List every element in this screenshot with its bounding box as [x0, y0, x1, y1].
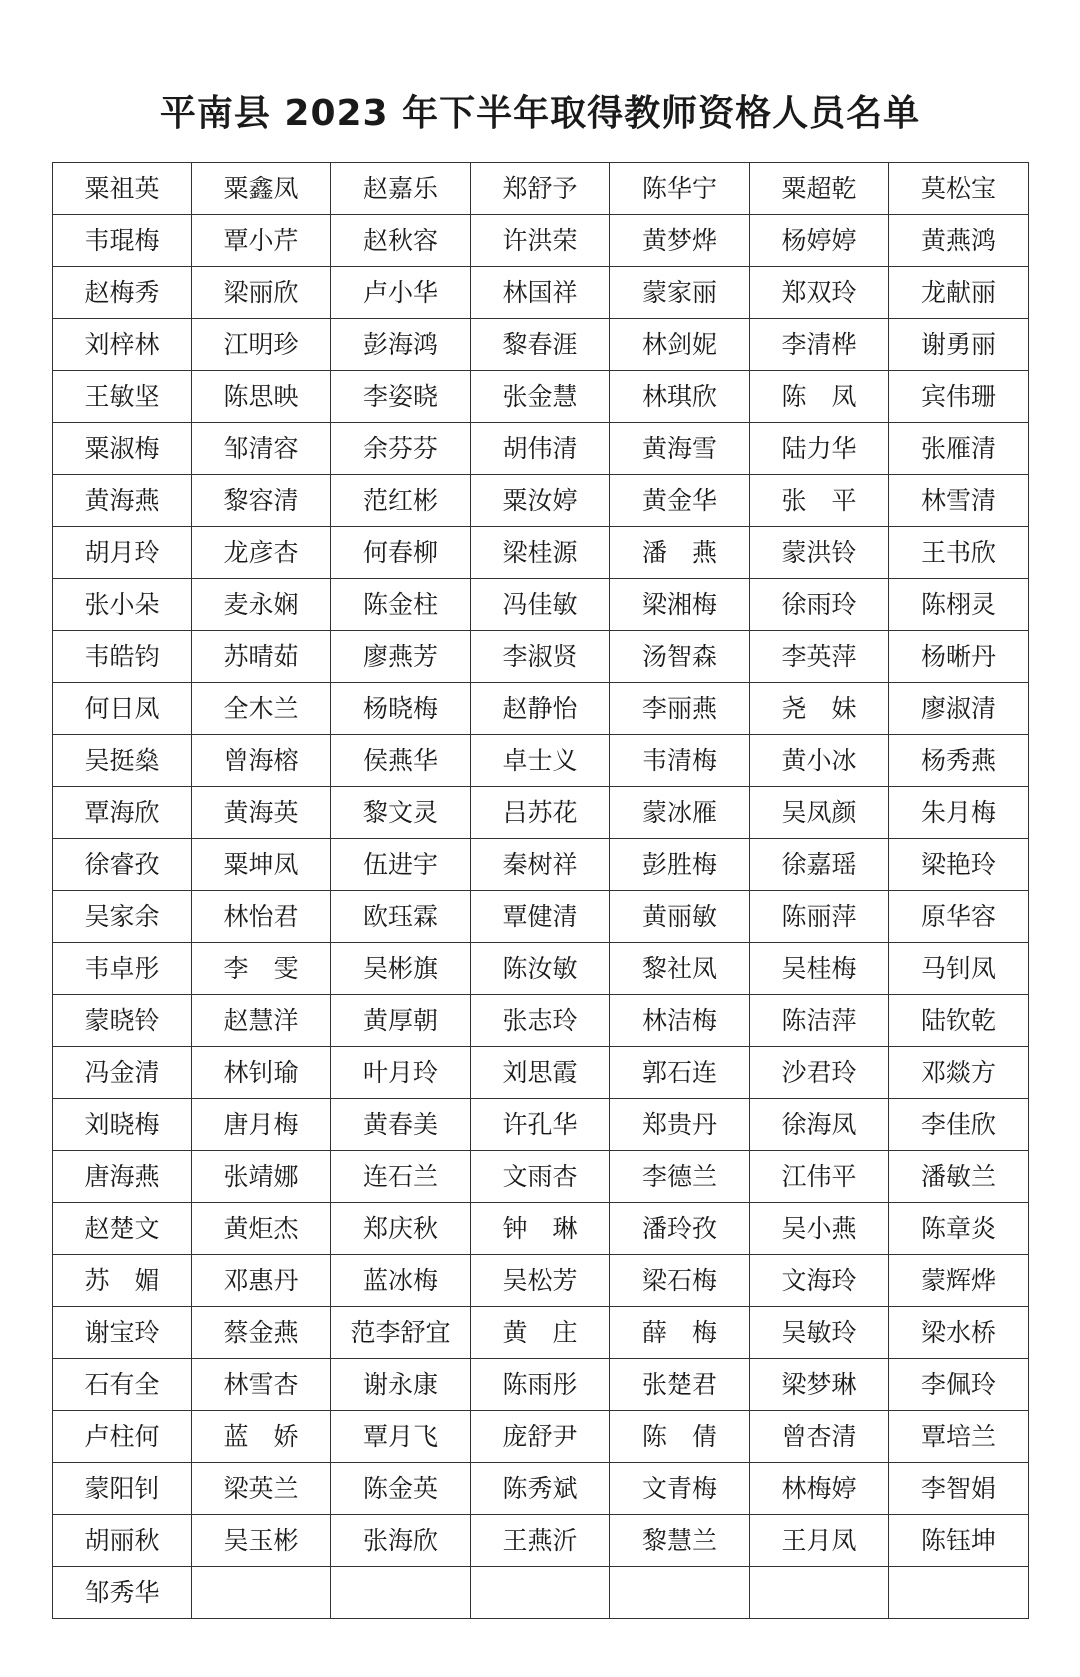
table-body: [53, 163, 1029, 1619]
name-cell: 梁湘梅: [610, 579, 750, 631]
name-cell: 黎文灵: [331, 787, 471, 839]
name-cell: 全木兰: [192, 683, 331, 735]
name-cell: 吴彬旗: [331, 943, 471, 995]
name-cell: 徐睿孜: [53, 839, 192, 891]
name-cell: 李姿晓: [331, 371, 471, 423]
table-row: [53, 1463, 1029, 1515]
name-cell: 廖淑清: [889, 683, 1029, 735]
table-row: [53, 319, 1029, 371]
name-cell: 林怡君: [192, 891, 331, 943]
name-cell: 黄海燕: [53, 475, 192, 527]
name-cell: 侯燕华: [331, 735, 471, 787]
name-cell: 梁桂源: [471, 527, 610, 579]
name-cell: 李英萍: [750, 631, 889, 683]
name-cell: 刘思霞: [471, 1047, 610, 1099]
table-row: [53, 891, 1029, 943]
name-cell: 陈金柱: [331, 579, 471, 631]
name-cell: 覃海欣: [53, 787, 192, 839]
name-cell: 黄炬杰: [192, 1203, 331, 1255]
name-cell: 陈洁萍: [750, 995, 889, 1047]
name-cell: 王燕沂: [471, 1515, 610, 1567]
name-cell: 张海欣: [331, 1515, 471, 1567]
name-cell: [192, 1567, 331, 1619]
document-title: 平南县 2023 年下半年取得教师资格人员名单: [159, 93, 921, 135]
name-cell: 郑贵丹: [610, 1099, 750, 1151]
name-cell: 黄小冰: [750, 735, 889, 787]
name-cell: 张志玲: [471, 995, 610, 1047]
name-cell: 文雨杏: [471, 1151, 610, 1203]
name-cell: 吴玉彬: [192, 1515, 331, 1567]
name-cell: 梁英兰: [192, 1463, 331, 1515]
table-row: [53, 631, 1029, 683]
name-cell: 李 雯: [192, 943, 331, 995]
name-cell: 张 平: [750, 475, 889, 527]
name-cell: 范李舒宜: [331, 1307, 471, 1359]
name-cell: 韦皓钧: [53, 631, 192, 683]
name-cell: 梁艳玲: [889, 839, 1029, 891]
name-cell: 陈章炎: [889, 1203, 1029, 1255]
name-cell: 庞舒尹: [471, 1411, 610, 1463]
name-cell: 徐雨玲: [750, 579, 889, 631]
name-cell: 李德兰: [610, 1151, 750, 1203]
table-row: [53, 943, 1029, 995]
name-cell: 蒙晓铃: [53, 995, 192, 1047]
name-cell: 彭海鸿: [331, 319, 471, 371]
name-cell: 粟淑梅: [53, 423, 192, 475]
name-cell: 赵梅秀: [53, 267, 192, 319]
name-cell: 林雪杏: [192, 1359, 331, 1411]
table-row: [53, 267, 1029, 319]
name-cell: 郑双玲: [750, 267, 889, 319]
name-cell: 杨秀燕: [889, 735, 1029, 787]
name-cell: 粟鑫凤: [192, 163, 331, 215]
name-cell: 黄梦烨: [610, 215, 750, 267]
name-cell: 原华容: [889, 891, 1029, 943]
name-cell: 刘梓林: [53, 319, 192, 371]
name-cell: 赵慧洋: [192, 995, 331, 1047]
name-cell: 邓燚方: [889, 1047, 1029, 1099]
name-cell: 杨晰丹: [889, 631, 1029, 683]
name-cell: 梁丽欣: [192, 267, 331, 319]
name-cell: 江明珍: [192, 319, 331, 371]
name-cell: 黄海雪: [610, 423, 750, 475]
name-cell: 梁梦琳: [750, 1359, 889, 1411]
name-cell: 赵秋容: [331, 215, 471, 267]
name-cell: 梁石梅: [610, 1255, 750, 1307]
name-cell: 黄 庄: [471, 1307, 610, 1359]
name-cell: 邹秀华: [53, 1567, 192, 1619]
name-cell: 粟祖英: [53, 163, 192, 215]
table-row: [53, 371, 1029, 423]
table-row: [53, 1411, 1029, 1463]
name-cell: 何春柳: [331, 527, 471, 579]
name-cell: 林琪欣: [610, 371, 750, 423]
name-cell: 吕苏花: [471, 787, 610, 839]
name-cell: 连石兰: [331, 1151, 471, 1203]
table-row: [53, 423, 1029, 475]
table-row: [53, 1047, 1029, 1099]
name-cell: 林国祥: [471, 267, 610, 319]
name-cell: 蒙家丽: [610, 267, 750, 319]
name-cell: 覃小芹: [192, 215, 331, 267]
name-cell: 尧 妹: [750, 683, 889, 735]
name-cell: 黎社凤: [610, 943, 750, 995]
name-cell: 林洁梅: [610, 995, 750, 1047]
name-cell: 伍进宇: [331, 839, 471, 891]
name-cell: 王书欣: [889, 527, 1029, 579]
name-cell: 黄燕鸿: [889, 215, 1029, 267]
name-cell: 麦永娴: [192, 579, 331, 631]
name-cell: 张雁清: [889, 423, 1029, 475]
name-cell: 沙君玲: [750, 1047, 889, 1099]
name-cell: 黎容清: [192, 475, 331, 527]
name-cell: 韦卓彤: [53, 943, 192, 995]
name-cell: 蒙辉烨: [889, 1255, 1029, 1307]
name-cell: [471, 1567, 610, 1619]
name-cell: 张靖娜: [192, 1151, 331, 1203]
name-cell: 李清桦: [750, 319, 889, 371]
name-cell: 李淑贤: [471, 631, 610, 683]
table-row: [53, 475, 1029, 527]
name-cell: 陈钰坤: [889, 1515, 1029, 1567]
name-cell: [889, 1567, 1029, 1619]
name-cell: 林剑妮: [610, 319, 750, 371]
name-cell: 徐嘉瑶: [750, 839, 889, 891]
name-cell: 郭石连: [610, 1047, 750, 1099]
table-row: [53, 163, 1029, 215]
name-cell: 邓惠丹: [192, 1255, 331, 1307]
name-cell: 石有全: [53, 1359, 192, 1411]
name-cell: 蒙冰雁: [610, 787, 750, 839]
name-cell: 张楚君: [610, 1359, 750, 1411]
name-cell: 陈 倩: [610, 1411, 750, 1463]
table-row: [53, 735, 1029, 787]
name-cell: 王敏坚: [53, 371, 192, 423]
name-cell: 覃月飞: [331, 1411, 471, 1463]
name-cell: 黄厚朝: [331, 995, 471, 1047]
name-cell: 唐海燕: [53, 1151, 192, 1203]
name-cell: 赵静怡: [471, 683, 610, 735]
table-row: [53, 1099, 1029, 1151]
name-cell: 韦琨梅: [53, 215, 192, 267]
name-cell: 谢勇丽: [889, 319, 1029, 371]
table-row: [53, 527, 1029, 579]
name-cell: 吴敏玲: [750, 1307, 889, 1359]
name-cell: 蓝 娇: [192, 1411, 331, 1463]
name-cell: 吴松芳: [471, 1255, 610, 1307]
name-cell: 刘晓梅: [53, 1099, 192, 1151]
name-cell: 陈栩灵: [889, 579, 1029, 631]
name-cell: 许孔华: [471, 1099, 610, 1151]
name-cell: 李智娟: [889, 1463, 1029, 1515]
table-row: [53, 995, 1029, 1047]
teacher-name-table: [52, 162, 1029, 1619]
table-row: [53, 215, 1029, 267]
name-cell: 赵楚文: [53, 1203, 192, 1255]
name-cell: 黎春涯: [471, 319, 610, 371]
name-cell: 黄春美: [331, 1099, 471, 1151]
name-cell: 文海玲: [750, 1255, 889, 1307]
name-cell: 卢柱何: [53, 1411, 192, 1463]
name-cell: 宾伟珊: [889, 371, 1029, 423]
name-cell: 王月凤: [750, 1515, 889, 1567]
name-cell: 陈汝敏: [471, 943, 610, 995]
name-cell: [750, 1567, 889, 1619]
name-cell: 蒙洪铃: [750, 527, 889, 579]
name-cell: 苏 媚: [53, 1255, 192, 1307]
name-cell: 蔡金燕: [192, 1307, 331, 1359]
name-cell: 陆钦乾: [889, 995, 1029, 1047]
name-cell: 粟汝婷: [471, 475, 610, 527]
name-cell: 李佩玲: [889, 1359, 1029, 1411]
name-cell: 文青梅: [610, 1463, 750, 1515]
name-cell: 谢永康: [331, 1359, 471, 1411]
name-cell: 陈秀斌: [471, 1463, 610, 1515]
name-cell: 龙献丽: [889, 267, 1029, 319]
name-cell: 汤智森: [610, 631, 750, 683]
table-row: [53, 1567, 1029, 1619]
name-cell: 陈金英: [331, 1463, 471, 1515]
name-cell: 彭胜梅: [610, 839, 750, 891]
name-cell: 冯金清: [53, 1047, 192, 1099]
name-cell: 赵嘉乐: [331, 163, 471, 215]
name-cell: 陆力华: [750, 423, 889, 475]
name-cell: 秦树祥: [471, 839, 610, 891]
name-cell: 黄海英: [192, 787, 331, 839]
name-cell: 韦清梅: [610, 735, 750, 787]
name-cell: 龙彦杏: [192, 527, 331, 579]
name-cell: 谢宝玲: [53, 1307, 192, 1359]
name-cell: 苏晴茹: [192, 631, 331, 683]
name-cell: 邹清容: [192, 423, 331, 475]
table-row: [53, 787, 1029, 839]
name-cell: 陈华宁: [610, 163, 750, 215]
name-cell: [610, 1567, 750, 1619]
name-cell: 粟坤凤: [192, 839, 331, 891]
name-cell: 钟 琳: [471, 1203, 610, 1255]
name-cell: 陈 凤: [750, 371, 889, 423]
name-cell: 吴家余: [53, 891, 192, 943]
table-row: [53, 579, 1029, 631]
name-cell: 曾杏清: [750, 1411, 889, 1463]
table-row: [53, 1307, 1029, 1359]
name-cell: 杨晓梅: [331, 683, 471, 735]
name-cell: 江伟平: [750, 1151, 889, 1203]
table-row: [53, 1255, 1029, 1307]
name-cell: 黎慧兰: [610, 1515, 750, 1567]
name-cell: [331, 1567, 471, 1619]
name-cell: 李丽燕: [610, 683, 750, 735]
table-row: [53, 1151, 1029, 1203]
table-row: [53, 1359, 1029, 1411]
name-cell: 林梅婷: [750, 1463, 889, 1515]
name-cell: 张金慧: [471, 371, 610, 423]
name-cell: 胡月玲: [53, 527, 192, 579]
name-cell: 胡伟清: [471, 423, 610, 475]
table-row: [53, 683, 1029, 735]
name-cell: 黄丽敏: [610, 891, 750, 943]
name-cell: 杨婷婷: [750, 215, 889, 267]
name-cell: 陈思映: [192, 371, 331, 423]
table-row: [53, 1203, 1029, 1255]
name-cell: 朱月梅: [889, 787, 1029, 839]
name-cell: 李佳欣: [889, 1099, 1029, 1151]
name-cell: 徐海凤: [750, 1099, 889, 1151]
name-cell: 吴桂梅: [750, 943, 889, 995]
name-cell: 潘 燕: [610, 527, 750, 579]
name-cell: 陈雨彤: [471, 1359, 610, 1411]
name-cell: 潘玲孜: [610, 1203, 750, 1255]
name-cell: 范红彬: [331, 475, 471, 527]
name-cell: 叶月玲: [331, 1047, 471, 1099]
name-cell: 欧珏霖: [331, 891, 471, 943]
name-cell: 梁水桥: [889, 1307, 1029, 1359]
name-cell: 林雪清: [889, 475, 1029, 527]
name-cell: 余芬芬: [331, 423, 471, 475]
name-cell: 胡丽秋: [53, 1515, 192, 1567]
name-cell: 潘敏兰: [889, 1151, 1029, 1203]
name-cell: 唐月梅: [192, 1099, 331, 1151]
name-cell: 蓝冰梅: [331, 1255, 471, 1307]
name-cell: 冯佳敏: [471, 579, 610, 631]
name-cell: 覃培兰: [889, 1411, 1029, 1463]
name-cell: 吴凤颜: [750, 787, 889, 839]
name-cell: 莫松宝: [889, 163, 1029, 215]
name-cell: 曾海榕: [192, 735, 331, 787]
name-cell: 郑庆秋: [331, 1203, 471, 1255]
name-cell: 许洪荣: [471, 215, 610, 267]
name-cell: 覃健清: [471, 891, 610, 943]
name-cell: 吴挺燊: [53, 735, 192, 787]
name-cell: 马钊凤: [889, 943, 1029, 995]
name-cell: 卢小华: [331, 267, 471, 319]
name-cell: 薛 梅: [610, 1307, 750, 1359]
table-row: [53, 839, 1029, 891]
name-cell: 张小朵: [53, 579, 192, 631]
name-cell: 林钊瑜: [192, 1047, 331, 1099]
name-cell: 何日凤: [53, 683, 192, 735]
name-cell: 陈丽萍: [750, 891, 889, 943]
table-row: [53, 1515, 1029, 1567]
name-cell: 郑舒予: [471, 163, 610, 215]
name-cell: 粟超乾: [750, 163, 889, 215]
name-cell: 廖燕芳: [331, 631, 471, 683]
name-cell: 蒙阳钊: [53, 1463, 192, 1515]
name-cell: 黄金华: [610, 475, 750, 527]
name-cell: 卓士义: [471, 735, 610, 787]
name-cell: 吴小燕: [750, 1203, 889, 1255]
